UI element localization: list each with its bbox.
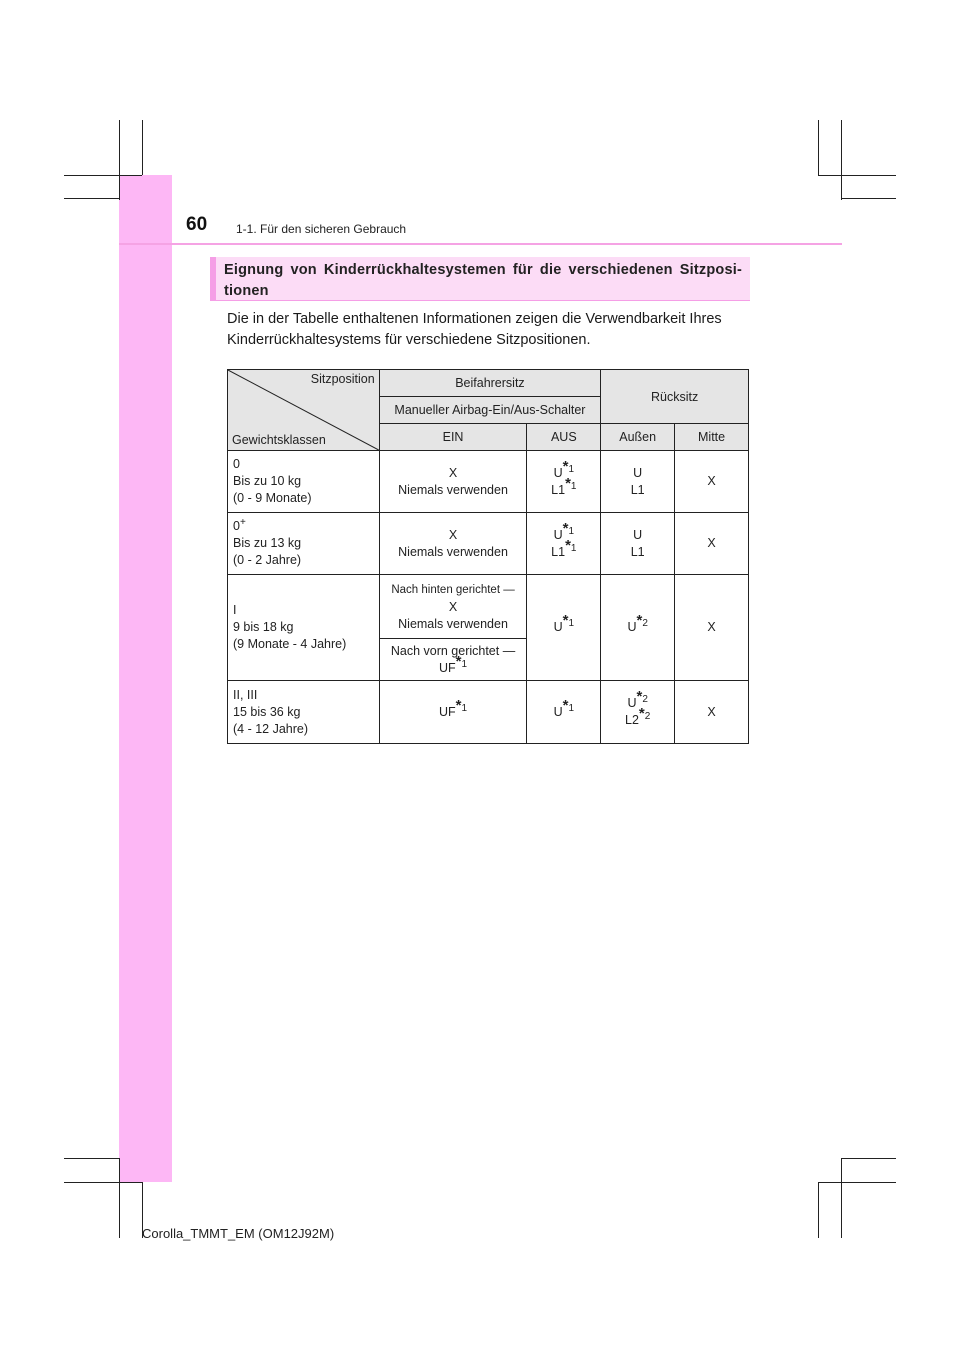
header-airbag-switch: Manueller Airbag-Ein/Aus-Schalter [379, 397, 601, 424]
cell-value: UF [438, 704, 456, 719]
cell-value: Niemals verwenden [398, 482, 508, 497]
footnote-ref: 1 [461, 702, 468, 714]
cell-value: Nach hinten gerichtet — [391, 583, 515, 596]
table-corner-cell [228, 370, 380, 451]
cell-value: Niemals verwenden [398, 544, 508, 559]
corner-label-weight-classes: Gewichtsklassen [232, 433, 326, 447]
cell-mitte: X [675, 575, 749, 681]
corner-label-seat-position: Sitzposition [310, 372, 375, 386]
age-label: (0 - 2 Jahre) [233, 553, 302, 567]
asterisk-icon: * [562, 612, 569, 629]
table-row [228, 513, 749, 575]
table-row [228, 451, 749, 513]
margin-color-bar [119, 175, 172, 1182]
crop-mark [841, 120, 842, 200]
crop-mark [142, 120, 143, 175]
footnote-ref: 2 [642, 694, 648, 705]
class-label: I [233, 603, 237, 617]
footnote-ref: 1 [568, 463, 575, 475]
asterisk-icon: * [636, 688, 643, 705]
age-label: (0 - 9 Monate) [233, 491, 312, 505]
cell-value: U [633, 465, 643, 480]
asterisk-icon: * [636, 612, 643, 629]
weight-class-cell [228, 575, 380, 681]
crop-mark [64, 198, 119, 199]
cell-value: X [448, 599, 458, 614]
weight-class-cell [228, 513, 380, 575]
cell-value: U [553, 704, 563, 719]
header-col-aussen: Außen [601, 424, 675, 451]
cell-value: L1 [551, 482, 566, 497]
weight-class-cell [228, 681, 380, 744]
header-rear-seat: Rücksitz [601, 370, 749, 424]
document-footer: Corolla_TMMT_EM (OM12J92M) [142, 1226, 335, 1241]
cell-aus [527, 681, 601, 744]
table-row [228, 681, 749, 744]
asterisk-icon: * [638, 705, 645, 722]
crop-mark [64, 1182, 142, 1183]
crop-mark [64, 1158, 119, 1159]
class-label: II, III [233, 687, 258, 702]
header-rule [119, 243, 842, 245]
page-number: 60 [186, 214, 208, 235]
asterisk-icon: * [562, 519, 569, 537]
cell-ein-rear-facing [379, 575, 527, 639]
cell-aussen [601, 681, 675, 744]
footnote-ref: 2 [644, 711, 651, 722]
cell-aus [527, 513, 601, 575]
cell-value: U [627, 696, 637, 710]
asterisk-icon: * [565, 536, 571, 554]
cell-mitte: X [675, 451, 749, 513]
weight-label: Bis zu 13 kg [233, 536, 302, 550]
section-heading [210, 257, 750, 301]
crop-mark [818, 1182, 896, 1183]
cell-value: L1 [630, 544, 645, 559]
footnote-ref: 1 [568, 525, 575, 537]
age-label: (9 Monate - 4 Jahre) [233, 637, 347, 651]
asterisk-icon: * [455, 696, 462, 714]
weight-label: 9 bis 18 kg [233, 620, 294, 634]
cell-ein [379, 451, 527, 513]
header-col-ein: EIN [379, 424, 527, 451]
cell-mitte: X [675, 681, 749, 744]
weight-label: Bis zu 10 kg [233, 474, 302, 488]
cell-ein [379, 681, 527, 744]
cell-value: U [627, 620, 637, 634]
weight-class-cell [228, 451, 380, 513]
crop-mark [64, 175, 142, 176]
cell-value: U [553, 527, 563, 542]
class-label: 0 [233, 519, 240, 533]
footnote-ref: 2 [642, 618, 648, 629]
cell-value: UF [438, 660, 456, 675]
class-label: 0 [233, 457, 240, 471]
cell-value: L1 [630, 482, 645, 497]
crop-mark [818, 1182, 819, 1238]
asterisk-icon: * [565, 474, 571, 492]
section-heading-text: Eignung von Kinderrückhaltesystemen für die verschiedenen Sitzposi-tionen [224, 262, 742, 299]
footnote-ref: 1 [568, 702, 575, 714]
crop-mark [818, 175, 896, 176]
cell-value: U [553, 620, 563, 634]
cell-aus [527, 575, 601, 681]
crop-mark [841, 1158, 896, 1159]
crop-mark [841, 198, 896, 199]
asterisk-icon: * [455, 652, 462, 670]
cell-value: U [633, 527, 643, 542]
cell-mitte: X [675, 513, 749, 575]
header-col-aus: AUS [527, 424, 601, 451]
cell-value: X [448, 527, 458, 542]
header-col-mitte: Mitte [675, 424, 749, 451]
crop-mark [818, 120, 819, 175]
cell-aussen [601, 451, 675, 513]
crop-mark [119, 1158, 120, 1238]
crop-mark [119, 120, 120, 200]
asterisk-icon: * [562, 457, 569, 475]
weight-label: 15 bis 36 kg [233, 704, 301, 719]
cell-value: U [553, 465, 563, 480]
table-row [228, 575, 749, 639]
intro-paragraph: Die in der Tabelle enthaltenen Informationen zeigen die Verwendbarkeit Ihres Kinderrückhaltesystems für verschiedene Sitzpositionen. [227, 311, 722, 348]
cell-aussen [601, 513, 675, 575]
cell-aus [527, 451, 601, 513]
age-label: (4 - 12 Jahre) [233, 721, 309, 736]
section-title: 1-1. Für den sicheren Gebrauch [236, 222, 407, 236]
header-front-seat: Beifahrersitz [379, 370, 601, 397]
cell-aussen [601, 575, 675, 681]
crop-mark [841, 1158, 842, 1238]
cell-value: Niemals verwenden [398, 616, 508, 631]
cell-value: L2 [625, 713, 639, 727]
cell-ein-forward-facing [379, 639, 527, 681]
cell-value: L1 [551, 544, 566, 559]
child-seat-table [227, 369, 749, 744]
footnote-ref: 1 [568, 618, 575, 629]
footnote-ref: 1 [461, 658, 468, 670]
asterisk-icon: * [562, 696, 569, 714]
footnote-ref: 1 [570, 480, 577, 492]
footnote-ref: 1 [570, 542, 577, 554]
cell-value: X [448, 465, 458, 480]
cell-value: Nach vorn gerichtet — [390, 643, 516, 658]
class-superscript: + [239, 517, 246, 528]
cell-ein [379, 513, 527, 575]
